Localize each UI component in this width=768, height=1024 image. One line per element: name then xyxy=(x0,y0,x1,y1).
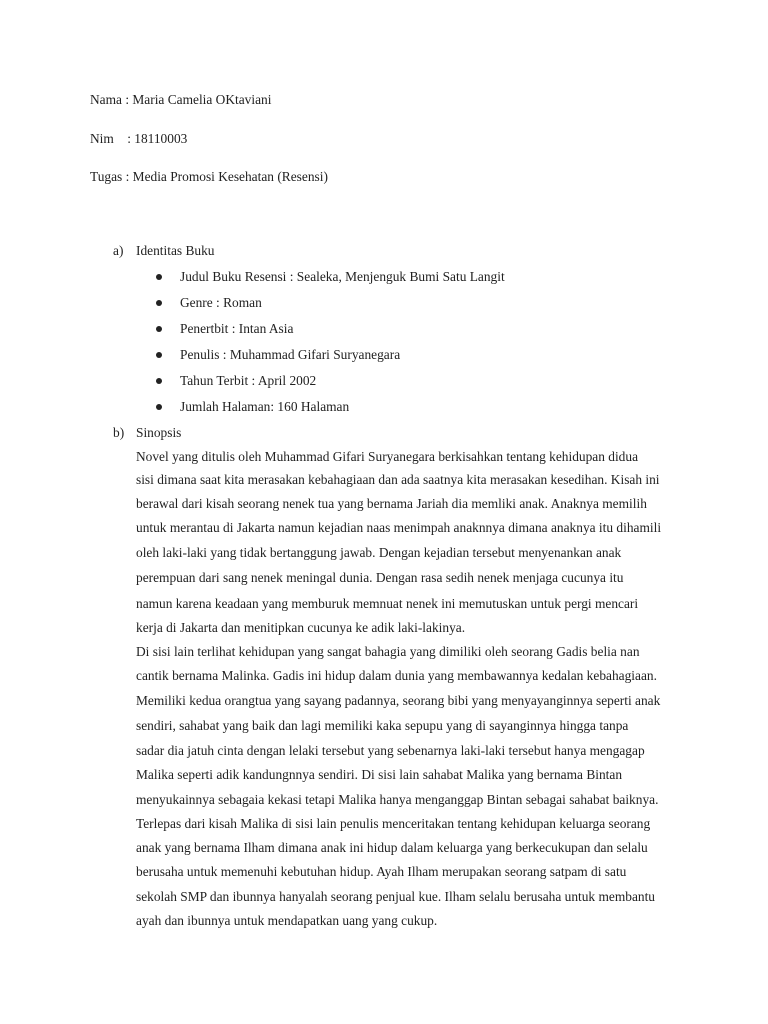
list-item-text: Penertbit : Intan Asia xyxy=(180,321,294,336)
section-b-label: b) xyxy=(113,425,125,440)
synopsis-line: berawal dari kisah seorang nenek tua yang bernama Jariah dia memliki anak. Anaknya memilih xyxy=(136,496,647,511)
bullet-icon xyxy=(156,326,162,332)
synopsis-line: sadar dia jatuh cinta dengan lelaki tersebut yang sebenarnya laki-laki tersebut hanya mengagap xyxy=(136,743,645,758)
synopsis-line: kerja di Jakarta dan menitipkan cucunya ke adik laki-lakinya. xyxy=(136,620,466,635)
synopsis-line: Malika seperti adik kandungnnya sendiri. Di sisi lain sahabat Malika yang bernama Bintan xyxy=(136,767,623,782)
synopsis-line: Novel yang ditulis oleh Muhammad Gifari Suryanegara berkisahkan tentang kehidupan didua xyxy=(136,449,639,464)
synopsis-line: perempuan dari sang nenek meningal dunia. Dengan rasa sedih nenek menjaga cucunya itu xyxy=(136,570,624,585)
synopsis-line: ayah dan ibunnya untuk mendapatkan uang yang cukup. xyxy=(136,913,438,928)
list-item-text: Judul Buku Resensi : Sealeka, Menjenguk Bumi Satu Langit xyxy=(180,269,505,284)
bullet-icon xyxy=(156,300,162,306)
assignment-title: Tugas : Media Promosi Kesehatan (Resensi) xyxy=(90,169,328,184)
synopsis-line: sekolah SMP dan ibunnya hanyalah seorang penjual kue. Ilham selalu berusaha untuk membantu xyxy=(136,889,656,904)
synopsis-line: namun karena keadaan yang memburuk memnuat nenek ini memutuskan untuk pergi mencari xyxy=(136,596,639,611)
student-name: Nama : Maria Camelia OKtaviani xyxy=(90,92,272,107)
synopsis-line: cantik bernama Malinka. Gadis ini hidup dalam dunia yang membawannya kedalan kebahagiaan. xyxy=(136,668,657,683)
synopsis-line: berusaha untuk memenuhi kebutuhan hidup. Ayah Ilham merupakan seorang satpam di satu xyxy=(136,864,627,879)
synopsis-line: anak yang bernama Ilham dimana anak ini hidup dalam keluarga yang berkecukupan dan selalu xyxy=(136,840,648,855)
section-a-title: Identitas Buku xyxy=(136,243,215,258)
bullet-icon xyxy=(156,378,162,384)
list-item-text: Genre : Roman xyxy=(180,295,262,310)
synopsis-line: Memiliki kedua orangtua yang sayang padannya, seorang bibi yang menyayanginnya seperti anak xyxy=(136,693,661,708)
list-item-text: Penulis : Muhammad Gifari Suryanegara xyxy=(180,347,401,362)
synopsis-line: Terlepas dari kisah Malika di sisi lain penulis menceritakan tentang kehidupan keluarga seorang xyxy=(136,816,651,831)
synopsis-line: untuk merantau di Jakarta namun kejadian naas menimpah anaknnya dimana anaknya itu dihamili xyxy=(136,520,662,535)
bullet-icon xyxy=(156,352,162,358)
section-b-title: Sinopsis xyxy=(136,425,182,440)
list-item-text: Jumlah Halaman: 160 Halaman xyxy=(180,399,350,414)
bullet-icon xyxy=(156,274,162,280)
synopsis-line: Di sisi lain terlihat kehidupan yang sangat bahagia yang dimiliki oleh seorang Gadis belia nan xyxy=(136,644,640,659)
synopsis-line: sisi dimana saat kita merasakan kebahagiaan dan ada saatnya kita merasakan kesedihan. Kisah ini xyxy=(136,472,660,487)
synopsis-line: sendiri, sahabat yang baik dan lagi memiliki kaka sepupu yang di sayanginnya hingga tanpa xyxy=(136,718,629,733)
student-nim: Nim : 18110003 xyxy=(90,131,188,146)
list-item-text: Tahun Terbit : April 2002 xyxy=(180,373,317,388)
synopsis-line: menyukainnya sebagaia kekasi tetapi Malika hanya menganggap Bintan sebagai sahabat baiknya. xyxy=(136,792,659,807)
bullet-icon xyxy=(156,404,162,410)
section-a-label: a) xyxy=(113,243,124,258)
synopsis-line: oleh laki-laki yang tidak bertanggung jawab. Dengan kejadian tersebut menyenankan anak xyxy=(136,545,622,560)
